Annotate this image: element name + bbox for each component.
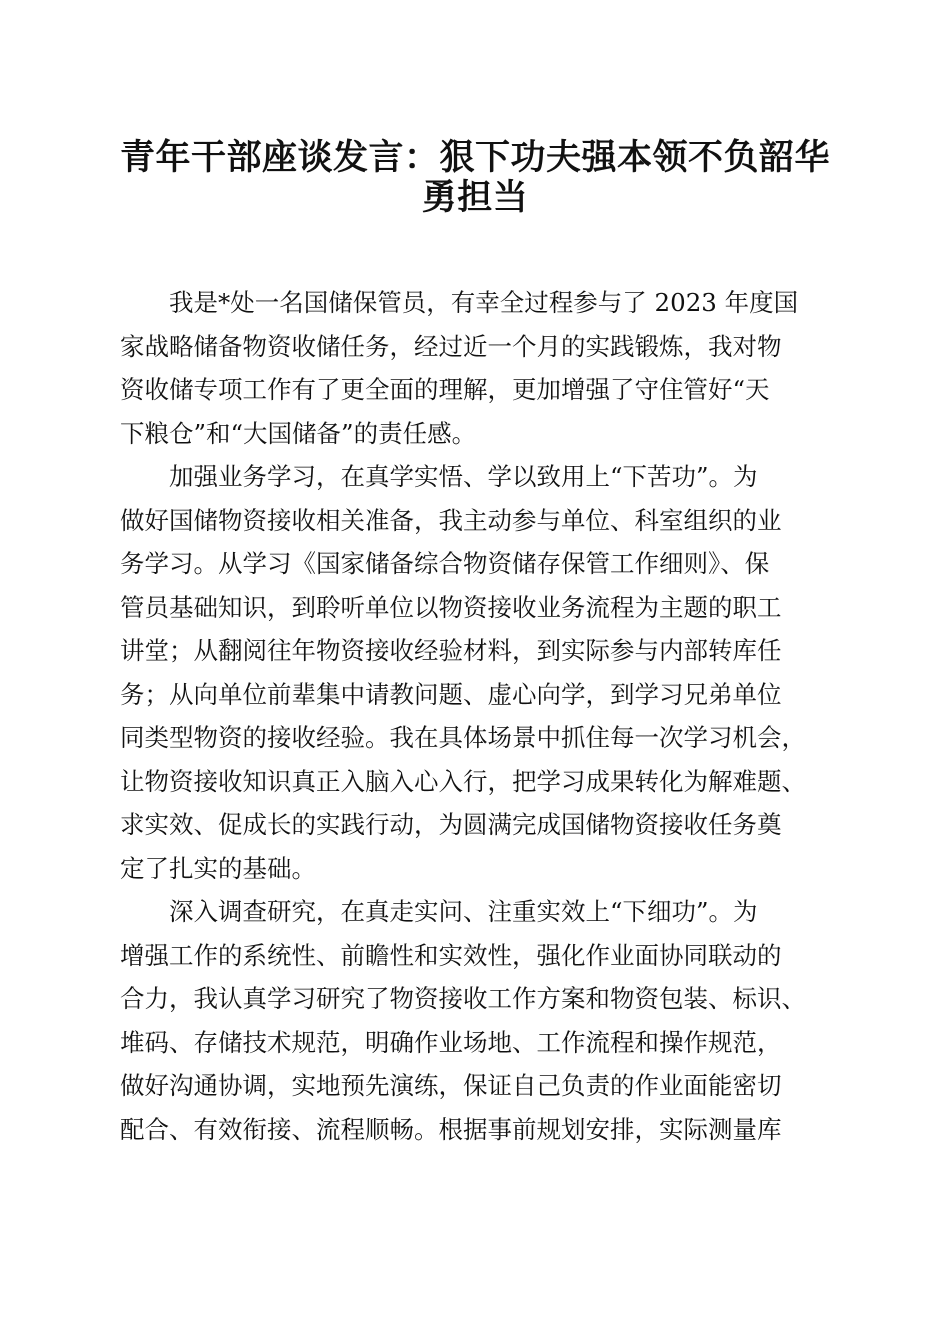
page-title — [100, 138, 850, 218]
text-line: 加强业务学习，在真学实悟、学以致用上“下苦功”。为 — [120, 462, 758, 491]
document-body — [120, 281, 840, 1151]
text-line: 让物资接收知识真正入脑入心入行，把学习成果转化为解难题、 — [120, 766, 806, 796]
text-line: 下粮仓”和“大国储备”的责任感。 — [120, 418, 477, 448]
title-line: 青年干部座谈发言：狠下功夫强本领不负韶华 — [119, 137, 830, 178]
paragraph-business-study — [120, 455, 840, 890]
text-line: 资收储专项工作有了更全面的理解，更加增强了守住管好“天 — [120, 375, 770, 404]
text-line: 务；从向单位前辈集中请教问题、虚心向学，到学习兄弟单位 — [120, 679, 782, 709]
text-line: 管员基础知识，到聆听单位以物资接收业务流程为主题的职工 — [120, 592, 782, 622]
paragraph-intro — [120, 281, 840, 455]
text-line: 做好沟通协调，实地预先演练，保证自己负责的作业面能密切 — [120, 1071, 782, 1100]
text-line: 定了扎实的基础。 — [120, 853, 316, 883]
text-line: 增强工作的系统性、前瞻性和实效性，强化作业面协同联动的 — [120, 940, 782, 970]
text-line: 合力，我认真学习研究了物资接收工作方案和物资包装、标识、 — [120, 984, 806, 1013]
text-line: 堆码、存储技术规范，明确作业场地、工作流程和操作规范， — [120, 1027, 782, 1057]
text-line: 做好国储物资接收相关准备，我主动参与单位、科室组织的业 — [120, 505, 782, 535]
text-line: 配合、有效衔接、流程顺畅。根据事前规划安排，实际测量库 — [120, 1114, 782, 1144]
text-line: 同类型物资的接收经验。我在具体场景中抓住每一次学习机会， — [120, 723, 806, 752]
text-line: 求实效、促成长的实践行动，为圆满完成国储物资接收任务奠 — [120, 810, 782, 839]
paragraph-investigation — [120, 890, 840, 1151]
text-line: 务学习。从学习《国家储备综合物资储存保管工作细则》、保 — [120, 549, 770, 578]
text-line: 讲堂；从翻阅往年物资接收经验材料，到实际参与内部转库任 — [120, 636, 782, 665]
text-line: 深入调查研究，在真走实问、注重实效上“下细功”。为 — [120, 897, 758, 926]
title-line: 勇担当 — [421, 177, 529, 218]
text-line: 家战略储备物资收储任务，经过近一个月的实践锻炼，我对物 — [120, 331, 782, 361]
text-line: 我是*处一名国储保管员，有幸全过程参与了 2023 年度国 — [120, 288, 799, 317]
